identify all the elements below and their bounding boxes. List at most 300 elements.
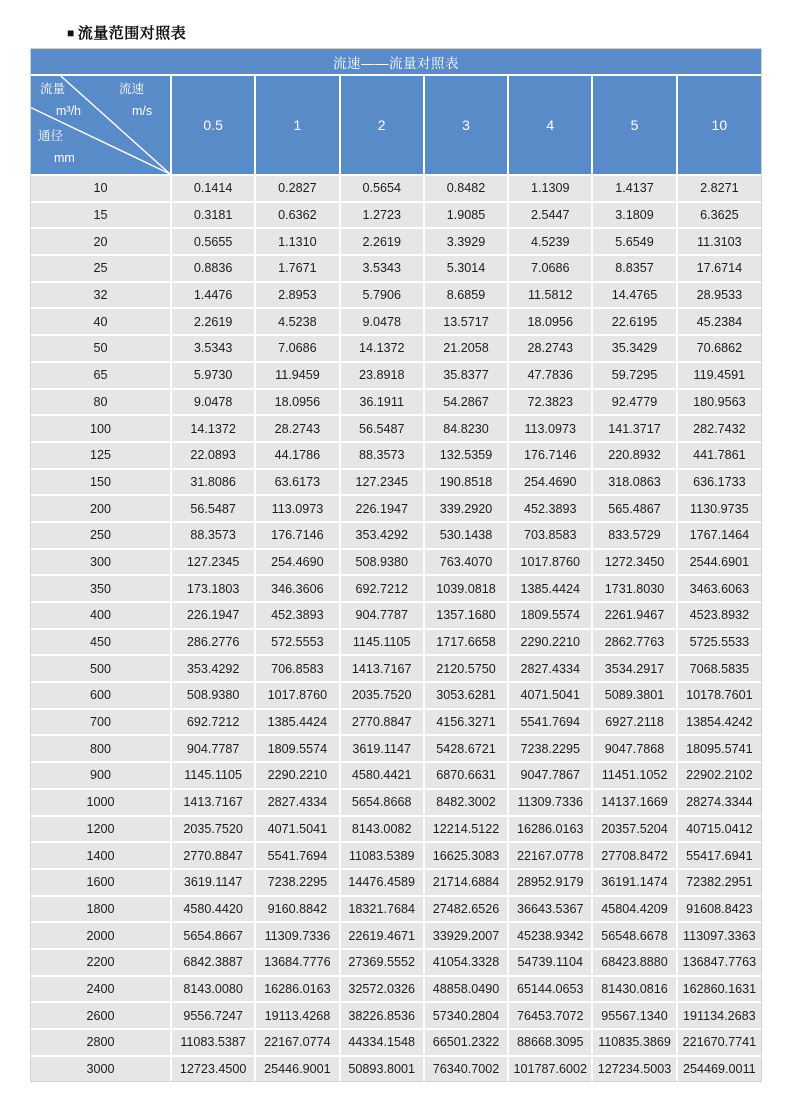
table-row — [31, 495, 761, 522]
flow-value-cell: 2827.4334 — [255, 789, 339, 816]
diameter-cell: 125 — [31, 442, 171, 469]
flow-value-cell: 12214.5122 — [424, 816, 508, 843]
velocity-header-cell: 1 — [255, 75, 339, 175]
flow-value-cell: 4580.4420 — [171, 896, 255, 923]
flow-value-cell: 5725.5533 — [677, 629, 761, 656]
diameter-cell: 2400 — [31, 976, 171, 1003]
flow-value-cell: 2.8953 — [255, 282, 339, 309]
flow-value-cell: 4071.5041 — [255, 816, 339, 843]
flow-value-cell: 22167.0774 — [255, 1029, 339, 1056]
diameter-cell: 800 — [31, 735, 171, 762]
velocity-header-cell: 4 — [508, 75, 592, 175]
corner-velocity-unit: m/s — [132, 104, 153, 118]
flow-value-cell: 84.8230 — [424, 415, 508, 442]
corner-velocity-label: 流速 — [119, 82, 145, 96]
table-row — [31, 896, 761, 923]
corner-diameter-label: 通径 — [38, 129, 64, 143]
flow-value-cell: 25446.9001 — [255, 1056, 339, 1082]
flow-table-container — [30, 48, 762, 1082]
flow-value-cell: 41054.3328 — [424, 949, 508, 976]
table-row — [31, 442, 761, 469]
diameter-cell: 1000 — [31, 789, 171, 816]
flow-value-cell: 22167.0778 — [508, 842, 592, 869]
flow-value-cell: 1.7671 — [255, 255, 339, 282]
flow-value-cell: 132.5359 — [424, 442, 508, 469]
flow-value-cell: 95567.1340 — [592, 1002, 676, 1029]
flow-value-cell: 254469.0011 — [677, 1056, 761, 1082]
diameter-cell: 10 — [31, 175, 171, 202]
flow-value-cell: 11083.5389 — [340, 842, 424, 869]
table-row — [31, 842, 761, 869]
flow-value-cell: 0.2827 — [255, 175, 339, 202]
flow-value-cell: 763.4070 — [424, 549, 508, 576]
velocity-header-cell: 2 — [340, 75, 424, 175]
flow-value-cell: 40715.0412 — [677, 816, 761, 843]
flow-value-cell: 1.2723 — [340, 202, 424, 229]
flow-value-cell: 3463.6063 — [677, 575, 761, 602]
diameter-cell: 80 — [31, 389, 171, 416]
diameter-cell: 350 — [31, 575, 171, 602]
flow-value-cell: 18.0956 — [255, 389, 339, 416]
flow-value-cell: 173.1803 — [171, 575, 255, 602]
flow-value-cell: 27482.6526 — [424, 896, 508, 923]
flow-value-cell: 4.5239 — [508, 228, 592, 255]
flow-value-cell: 28.2743 — [508, 335, 592, 362]
flow-value-cell: 508.9380 — [171, 682, 255, 709]
flow-value-cell: 18321.7684 — [340, 896, 424, 923]
page-title-text: 流量范围对照表 — [77, 25, 187, 42]
velocity-header-cell: 3 — [424, 75, 508, 175]
flow-value-cell: 1809.5574 — [508, 602, 592, 629]
flow-value-cell: 33929.2007 — [424, 922, 508, 949]
flow-value-cell: 14.4765 — [592, 282, 676, 309]
flow-value-cell: 16625.3083 — [424, 842, 508, 869]
flow-value-cell: 221670.7741 — [677, 1029, 761, 1056]
diameter-cell: 40 — [31, 308, 171, 335]
flow-value-cell: 2827.4334 — [508, 655, 592, 682]
flow-value-cell: 45.2384 — [677, 308, 761, 335]
flow-value-cell: 16286.0163 — [255, 976, 339, 1003]
title-bullet-icon: ■ — [67, 26, 75, 40]
flow-value-cell: 4523.8932 — [677, 602, 761, 629]
flow-value-cell: 1017.8760 — [508, 549, 592, 576]
table-row — [31, 522, 761, 549]
diameter-cell: 900 — [31, 762, 171, 789]
flow-value-cell: 180.9563 — [677, 389, 761, 416]
flow-value-cell: 21.2058 — [424, 335, 508, 362]
flow-value-cell: 11.9459 — [255, 362, 339, 389]
flow-value-cell: 5.7906 — [340, 282, 424, 309]
flow-value-cell: 56.5487 — [340, 415, 424, 442]
velocity-header-cell: 10 — [677, 75, 761, 175]
flow-value-cell: 508.9380 — [340, 549, 424, 576]
flow-value-cell: 16286.0163 — [508, 816, 592, 843]
table-row — [31, 709, 761, 736]
table-row — [31, 389, 761, 416]
flow-value-cell: 5.6549 — [592, 228, 676, 255]
flow-value-cell: 1017.8760 — [255, 682, 339, 709]
flow-value-cell: 2261.9467 — [592, 602, 676, 629]
diameter-cell: 1200 — [31, 816, 171, 843]
flow-value-cell: 1385.4424 — [508, 575, 592, 602]
flow-value-cell: 9.0478 — [171, 389, 255, 416]
flow-value-cell: 57340.2804 — [424, 1002, 508, 1029]
flow-value-cell: 339.2920 — [424, 495, 508, 522]
flow-value-cell: 36191.1474 — [592, 869, 676, 896]
diameter-cell: 15 — [31, 202, 171, 229]
flow-value-cell: 1145.1105 — [340, 629, 424, 656]
flow-value-cell: 5654.8667 — [171, 922, 255, 949]
flow-value-cell: 10178.7601 — [677, 682, 761, 709]
flow-value-cell: 530.1438 — [424, 522, 508, 549]
flow-value-cell: 5.9730 — [171, 362, 255, 389]
flow-value-cell: 1.9085 — [424, 202, 508, 229]
corner-flow-unit: m³/h — [56, 104, 81, 118]
page-title — [67, 22, 186, 43]
flow-value-cell: 9047.7868 — [592, 735, 676, 762]
table-row — [31, 282, 761, 309]
flow-value-cell: 3534.2917 — [592, 655, 676, 682]
flow-value-cell: 13684.7776 — [255, 949, 339, 976]
flow-value-cell: 22.6195 — [592, 308, 676, 335]
flow-value-cell: 4.5238 — [255, 308, 339, 335]
table-row — [31, 362, 761, 389]
flow-value-cell: 346.3606 — [255, 575, 339, 602]
flow-value-cell: 11309.7336 — [508, 789, 592, 816]
flow-value-cell: 5654.8668 — [340, 789, 424, 816]
flow-value-cell: 13854.4242 — [677, 709, 761, 736]
flow-value-cell: 45238.9342 — [508, 922, 592, 949]
flow-value-cell: 23.8918 — [340, 362, 424, 389]
flow-value-cell: 0.5655 — [171, 228, 255, 255]
flow-value-cell: 11083.5387 — [171, 1029, 255, 1056]
flow-value-cell: 14.1372 — [171, 415, 255, 442]
diameter-cell: 20 — [31, 228, 171, 255]
flow-value-cell: 1.1310 — [255, 228, 339, 255]
table-row — [31, 682, 761, 709]
flow-value-cell: 35.8377 — [424, 362, 508, 389]
flow-value-cell: 7.0686 — [255, 335, 339, 362]
flow-value-cell: 1717.6658 — [424, 629, 508, 656]
flow-value-cell: 190.8518 — [424, 469, 508, 496]
flow-value-cell: 4071.5041 — [508, 682, 592, 709]
flow-value-cell: 1.1309 — [508, 175, 592, 202]
table-row — [31, 575, 761, 602]
flow-value-cell: 636.1733 — [677, 469, 761, 496]
flow-value-cell: 2035.7520 — [340, 682, 424, 709]
flow-value-cell: 14476.4589 — [340, 869, 424, 896]
flow-value-cell: 31.8086 — [171, 469, 255, 496]
flow-value-cell: 1039.0818 — [424, 575, 508, 602]
flow-value-cell: 904.7787 — [340, 602, 424, 629]
flow-value-cell: 55417.6941 — [677, 842, 761, 869]
corner-flow-label: 流量 — [40, 82, 66, 96]
flow-value-cell: 36643.5367 — [508, 896, 592, 923]
flow-value-cell: 1413.7167 — [340, 655, 424, 682]
flow-value-cell: 6870.6631 — [424, 762, 508, 789]
flow-value-cell: 3053.6281 — [424, 682, 508, 709]
flow-value-cell: 127.2345 — [171, 549, 255, 576]
flow-value-cell: 2.5447 — [508, 202, 592, 229]
table-row — [31, 735, 761, 762]
flow-value-cell: 91608.8423 — [677, 896, 761, 923]
diameter-cell: 2000 — [31, 922, 171, 949]
flow-value-cell: 72.3823 — [508, 389, 592, 416]
corner-diameter-unit: mm — [54, 151, 75, 165]
flow-value-cell: 6927.2118 — [592, 709, 676, 736]
flow-value-cell: 0.3181 — [171, 202, 255, 229]
flow-value-cell: 19113.4268 — [255, 1002, 339, 1029]
diameter-cell: 250 — [31, 522, 171, 549]
flow-value-cell: 5541.7694 — [255, 842, 339, 869]
table-row — [31, 869, 761, 896]
diameter-cell: 300 — [31, 549, 171, 576]
flow-value-cell: 5428.6721 — [424, 735, 508, 762]
flow-value-cell: 2.2619 — [171, 308, 255, 335]
flow-value-cell: 353.4292 — [340, 522, 424, 549]
table-row — [31, 415, 761, 442]
flow-value-cell: 54.2867 — [424, 389, 508, 416]
diameter-cell: 25 — [31, 255, 171, 282]
flow-value-cell: 254.4690 — [255, 549, 339, 576]
table-row — [31, 175, 761, 202]
table-row — [31, 655, 761, 682]
flow-value-cell: 7238.2295 — [508, 735, 592, 762]
diameter-cell: 2600 — [31, 1002, 171, 1029]
flow-value-cell: 11.5812 — [508, 282, 592, 309]
flow-value-cell: 7238.2295 — [255, 869, 339, 896]
flow-value-cell: 127.2345 — [340, 469, 424, 496]
table-row — [31, 1002, 761, 1029]
flow-value-cell: 13.5717 — [424, 308, 508, 335]
flow-value-cell: 452.3893 — [255, 602, 339, 629]
flow-value-cell: 191134.2683 — [677, 1002, 761, 1029]
flow-value-cell: 22902.2102 — [677, 762, 761, 789]
table-row — [31, 1056, 761, 1082]
flow-value-cell: 20357.5204 — [592, 816, 676, 843]
flow-value-cell: 68423.8880 — [592, 949, 676, 976]
table-row — [31, 629, 761, 656]
flow-value-cell: 9160.8842 — [255, 896, 339, 923]
flow-value-cell: 8.8357 — [592, 255, 676, 282]
flow-value-cell: 56.5487 — [171, 495, 255, 522]
flow-value-cell: 254.4690 — [508, 469, 592, 496]
flow-value-cell: 65144.0653 — [508, 976, 592, 1003]
diameter-cell: 65 — [31, 362, 171, 389]
flow-value-cell: 48858.0490 — [424, 976, 508, 1003]
flow-value-cell: 44.1786 — [255, 442, 339, 469]
diameter-cell: 400 — [31, 602, 171, 629]
flow-value-cell: 9.0478 — [340, 308, 424, 335]
flow-value-cell: 88.3573 — [340, 442, 424, 469]
flow-value-cell: 22619.4671 — [340, 922, 424, 949]
flow-value-cell: 7068.5835 — [677, 655, 761, 682]
flow-value-cell: 72382.2951 — [677, 869, 761, 896]
flow-value-cell: 101787.6002 — [508, 1056, 592, 1082]
flow-value-cell: 12723.4500 — [171, 1056, 255, 1082]
flow-value-cell: 6.3625 — [677, 202, 761, 229]
flow-value-cell: 4156.3271 — [424, 709, 508, 736]
flow-value-cell: 38226.8536 — [340, 1002, 424, 1029]
flow-value-cell: 3.1809 — [592, 202, 676, 229]
diameter-cell: 200 — [31, 495, 171, 522]
flow-value-cell: 76453.7072 — [508, 1002, 592, 1029]
flow-value-cell: 113.0973 — [508, 415, 592, 442]
table-row — [31, 976, 761, 1003]
flow-value-cell: 572.5553 — [255, 629, 339, 656]
diameter-cell: 450 — [31, 629, 171, 656]
flow-value-cell: 28952.9179 — [508, 869, 592, 896]
table-row — [31, 202, 761, 229]
flow-value-cell: 1809.5574 — [255, 735, 339, 762]
flow-value-cell: 8143.0080 — [171, 976, 255, 1003]
flow-value-cell: 706.8583 — [255, 655, 339, 682]
flow-value-cell: 14.1372 — [340, 335, 424, 362]
diameter-cell: 50 — [31, 335, 171, 362]
flow-value-cell: 28.2743 — [255, 415, 339, 442]
flow-value-cell: 2770.8847 — [340, 709, 424, 736]
flow-value-cell: 63.6173 — [255, 469, 339, 496]
flow-value-cell: 4580.4421 — [340, 762, 424, 789]
flow-value-cell: 50893.8001 — [340, 1056, 424, 1082]
flow-value-cell: 3619.1147 — [340, 735, 424, 762]
flow-value-cell: 1145.1105 — [171, 762, 255, 789]
flow-value-cell: 18095.5741 — [677, 735, 761, 762]
flow-value-cell: 0.1414 — [171, 175, 255, 202]
table-caption: 流速——流量对照表 — [31, 49, 761, 75]
flow-value-cell: 0.8836 — [171, 255, 255, 282]
flow-value-cell: 70.6862 — [677, 335, 761, 362]
flow-value-cell: 226.1947 — [171, 602, 255, 629]
diameter-cell: 2200 — [31, 949, 171, 976]
table-row — [31, 922, 761, 949]
flow-value-cell: 2.8271 — [677, 175, 761, 202]
flow-value-cell: 703.8583 — [508, 522, 592, 549]
flow-value-cell: 113.0973 — [255, 495, 339, 522]
flow-value-cell: 904.7787 — [171, 735, 255, 762]
flow-value-cell: 3.3929 — [424, 228, 508, 255]
flow-value-cell: 0.5654 — [340, 175, 424, 202]
flow-value-cell: 47.7836 — [508, 362, 592, 389]
table-row — [31, 789, 761, 816]
flow-value-cell: 1413.7167 — [171, 789, 255, 816]
table-row — [31, 255, 761, 282]
flow-value-cell: 1731.8030 — [592, 575, 676, 602]
table-row — [31, 469, 761, 496]
flow-value-cell: 119.4591 — [677, 362, 761, 389]
flow-value-cell: 1357.1680 — [424, 602, 508, 629]
flow-value-cell: 35.3429 — [592, 335, 676, 362]
flow-value-cell: 81430.0816 — [592, 976, 676, 1003]
diameter-cell: 150 — [31, 469, 171, 496]
table-row — [31, 949, 761, 976]
flow-value-cell: 1385.4424 — [255, 709, 339, 736]
diameter-cell: 600 — [31, 682, 171, 709]
diameter-cell: 700 — [31, 709, 171, 736]
flow-value-cell: 66501.2322 — [424, 1029, 508, 1056]
flow-value-cell: 2862.7763 — [592, 629, 676, 656]
flow-value-cell: 2290.2210 — [255, 762, 339, 789]
table-row — [31, 816, 761, 843]
flow-value-cell: 176.7146 — [255, 522, 339, 549]
flow-value-cell: 8.6859 — [424, 282, 508, 309]
flow-value-cell: 32572.0326 — [340, 976, 424, 1003]
flow-value-cell: 3.5343 — [340, 255, 424, 282]
flow-value-cell: 11309.7336 — [255, 922, 339, 949]
diameter-cell: 1400 — [31, 842, 171, 869]
flow-value-cell: 36.1911 — [340, 389, 424, 416]
table-row — [31, 335, 761, 362]
table-row — [31, 308, 761, 335]
flow-value-cell: 11451.1052 — [592, 762, 676, 789]
flow-value-cell: 110835.3869 — [592, 1029, 676, 1056]
flow-value-cell: 27369.5552 — [340, 949, 424, 976]
flow-value-cell: 353.4292 — [171, 655, 255, 682]
flow-value-cell: 54739.1104 — [508, 949, 592, 976]
velocity-header-cell: 0.5 — [171, 75, 255, 175]
flow-value-cell: 113097.3363 — [677, 922, 761, 949]
flow-value-cell: 220.8932 — [592, 442, 676, 469]
flow-value-cell: 565.4867 — [592, 495, 676, 522]
diameter-cell: 1600 — [31, 869, 171, 896]
flow-value-cell: 22.0893 — [171, 442, 255, 469]
flow-value-cell: 27708.8472 — [592, 842, 676, 869]
flow-value-cell: 1767.1464 — [677, 522, 761, 549]
flow-value-cell: 136847.7763 — [677, 949, 761, 976]
flow-value-cell: 176.7146 — [508, 442, 592, 469]
flow-value-cell: 92.4779 — [592, 389, 676, 416]
flow-value-cell: 127234.5003 — [592, 1056, 676, 1082]
diameter-cell: 32 — [31, 282, 171, 309]
table-row — [31, 1029, 761, 1056]
diameter-cell: 100 — [31, 415, 171, 442]
flow-value-cell: 692.7212 — [171, 709, 255, 736]
flow-value-cell: 0.6362 — [255, 202, 339, 229]
table-row — [31, 228, 761, 255]
flow-value-cell: 59.7295 — [592, 362, 676, 389]
flow-value-cell: 3.5343 — [171, 335, 255, 362]
flow-value-cell: 318.0863 — [592, 469, 676, 496]
table-row — [31, 762, 761, 789]
flow-value-cell: 2035.7520 — [171, 816, 255, 843]
table-body — [31, 175, 761, 1081]
flow-value-cell: 56548.6678 — [592, 922, 676, 949]
flow-value-cell: 14137.1669 — [592, 789, 676, 816]
corner-header-cell — [31, 75, 171, 175]
flow-value-cell: 5541.7694 — [508, 709, 592, 736]
diameter-cell: 3000 — [31, 1056, 171, 1082]
flow-value-cell: 2770.8847 — [171, 842, 255, 869]
flow-value-cell: 1.4137 — [592, 175, 676, 202]
flow-value-cell: 6842.3887 — [171, 949, 255, 976]
flow-value-cell: 282.7432 — [677, 415, 761, 442]
flow-value-cell: 28274.3344 — [677, 789, 761, 816]
flow-value-cell: 441.7861 — [677, 442, 761, 469]
flow-value-cell: 5.3014 — [424, 255, 508, 282]
flow-value-cell: 21714.6884 — [424, 869, 508, 896]
flow-value-cell: 45804.4209 — [592, 896, 676, 923]
flow-rate-table — [31, 49, 761, 1081]
flow-value-cell: 141.3717 — [592, 415, 676, 442]
diameter-cell: 500 — [31, 655, 171, 682]
flow-value-cell: 8482.3002 — [424, 789, 508, 816]
flow-value-cell: 0.8482 — [424, 175, 508, 202]
flow-value-cell: 226.1947 — [340, 495, 424, 522]
flow-value-cell: 88668.3095 — [508, 1029, 592, 1056]
flow-value-cell: 9047.7867 — [508, 762, 592, 789]
flow-value-cell: 44334.1548 — [340, 1029, 424, 1056]
flow-value-cell: 18.0956 — [508, 308, 592, 335]
